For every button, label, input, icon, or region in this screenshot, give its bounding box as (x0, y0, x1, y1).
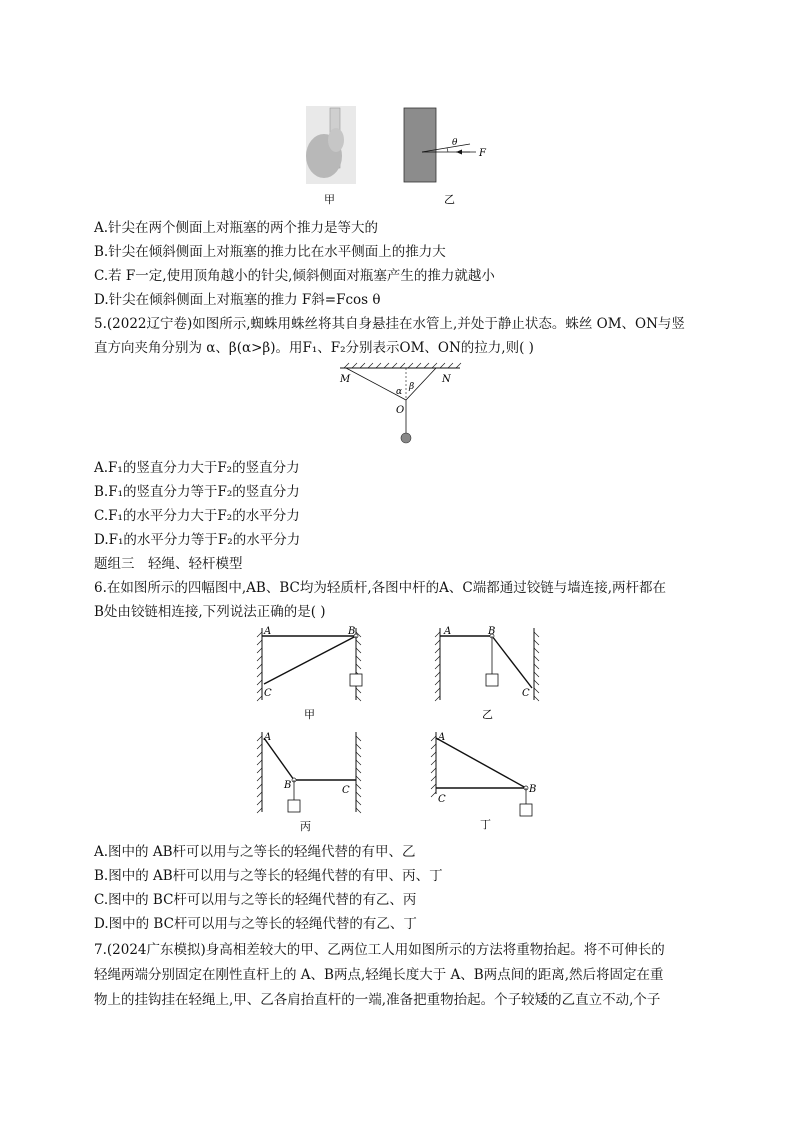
caption-yi: 乙 (482, 708, 493, 721)
figure-q6-jia (254, 624, 374, 724)
figure-q6-yi (432, 624, 552, 724)
label-beta: β (409, 382, 415, 392)
label-n: N (442, 374, 451, 385)
figure-q6-ding (428, 728, 558, 834)
q5-option-b: B.F₁的竖直分力等于F₂的竖直分力 (94, 484, 300, 500)
q6-option-c: C.图中的 BC杆可以用与之等长的轻绳代替的有乙、丙 (94, 892, 417, 908)
q7-stem-line3: 物上的挂钩挂在轻绳上,甲、乙各肩抬直杆的一端,准备把重物抬起。个子较矮的乙直立不动,个子 (94, 992, 661, 1008)
label-b: B (348, 626, 356, 637)
q6-stem-line2: B处由铰链相连接,下列说法正确的是( ) (94, 604, 326, 620)
label-a: A (264, 732, 272, 743)
figure-q6-bing (254, 728, 374, 834)
q6-option-a: A.图中的 AB杆可以用与之等长的轻绳代替的有甲、乙 (94, 844, 416, 860)
section-heading-group3: 题组三 轻绳、轻杆模型 (94, 556, 243, 572)
q4-option-a: A.针尖在两个侧面上对瓶塞的两个推力是等大的 (94, 220, 379, 236)
label-b: B (488, 626, 496, 637)
label-c: C (342, 785, 350, 796)
q5-stem-line1: 5.(2022辽宁卷)如图所示,蜘蛛用蛛丝将其自身悬挂在水管上,并处于静止状态。蛛丝 OM、ON与竖 (94, 316, 685, 332)
label-a: A (444, 626, 452, 637)
caption-jia: 甲 (304, 708, 315, 721)
label-c: C (438, 794, 446, 805)
q6-option-b: B.图中的 AB杆可以用与之等长的轻绳代替的有甲、丙、丁 (94, 868, 443, 884)
photo-hand-syringe (306, 106, 356, 184)
caption-yi: 乙 (444, 193, 455, 206)
diagram-stopper (404, 108, 476, 182)
q4-option-b: B.针尖在倾斜侧面上对瓶塞的推力比在水平侧面上的推力大 (94, 244, 446, 260)
label-b: B (284, 780, 292, 791)
q6-option-d: D.图中的 BC杆可以用与之等长的轻绳代替的有乙、丁 (94, 916, 417, 932)
q6-stem-line1: 6.在如图所示的四幅图中,AB、BC均为轻质杆,各图中杆的A、C端都通过铰链与墙连接,两杆都在 (94, 580, 667, 596)
label-force: F (479, 148, 486, 159)
figure-spider-web (336, 362, 466, 448)
caption-jia: 甲 (324, 193, 335, 206)
figure-needle-stopper (300, 100, 500, 210)
label-a: A (438, 732, 446, 743)
caption-ding: 丁 (480, 818, 491, 831)
q7-stem-line2: 轻绳两端分别固定在刚性直杆上的 A、B两点,轻绳长度大于 A、B两点间的距离,然后将固定在重 (94, 967, 664, 983)
q5-option-c: C.F₁的水平分力大于F₂的水平分力 (94, 508, 300, 524)
label-c: C (264, 688, 272, 699)
label-b: B (529, 784, 537, 795)
label-m: M (340, 374, 351, 385)
label-a: A (264, 626, 272, 637)
q5-option-a: A.F₁的竖直分力大于F₂的竖直分力 (94, 460, 300, 476)
q5-stem-line2: 直方向夹角分别为 α、β(α>β)。用F₁、F₂分别表示OM、ON的拉力,则( ) (94, 340, 534, 356)
label-o: O (396, 405, 405, 416)
label-theta: θ (452, 138, 458, 148)
label-c: C (522, 688, 530, 699)
q5-option-d: D.F₁的水平分力等于F₂的水平分力 (94, 532, 301, 548)
caption-bing: 丙 (300, 820, 311, 833)
q4-option-c: C.若 F一定,使用顶角越小的针尖,倾斜侧面对瓶塞产生的推力就越小 (94, 268, 495, 284)
q4-option-d: D.针尖在倾斜侧面上对瓶塞的推力 F斜=Fcos θ (94, 292, 381, 308)
q7-stem-line1: 7.(2024广东模拟)身高相差较大的甲、乙两位工人用如图所示的方法将重物抬起。将不可伸长的 (94, 942, 665, 958)
label-alpha: α (396, 387, 403, 397)
